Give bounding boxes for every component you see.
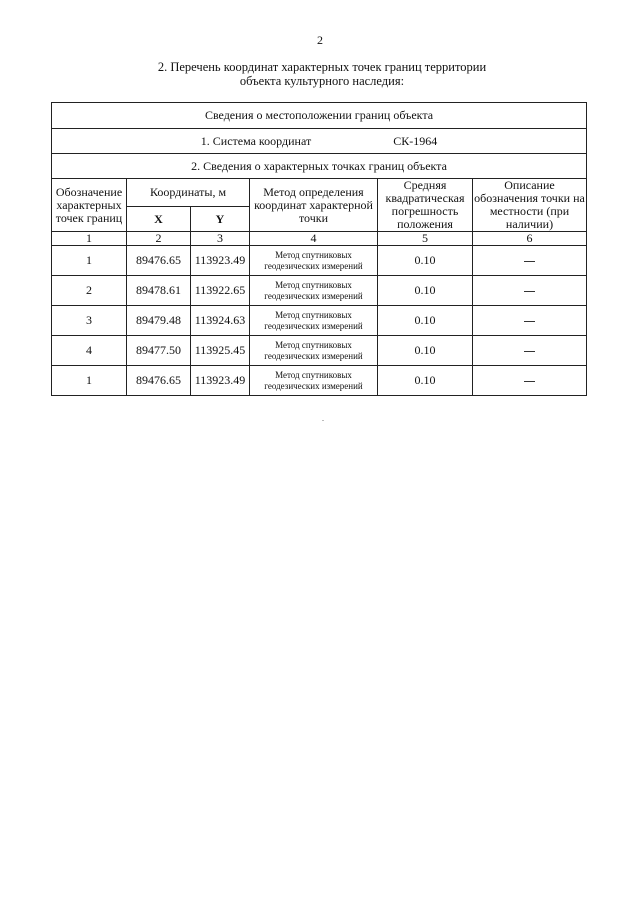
scan-speck: [322, 420, 324, 421]
column-number: 3: [191, 232, 250, 246]
header-designation: Обозначение характерных точек границ: [52, 179, 127, 232]
cell-y: 113923.49: [191, 366, 250, 396]
cell-description: [473, 366, 587, 396]
cell-x: 89476.65: [127, 246, 191, 276]
cell-x: 89479.48: [127, 306, 191, 336]
dash-icon: [524, 291, 535, 292]
coordinate-system-label: 1. Система координат: [200, 133, 312, 148]
document-heading: [100, 60, 544, 88]
table-row: [52, 246, 587, 276]
cell-y: 113923.49: [191, 246, 250, 276]
cell-point: 3: [52, 306, 127, 336]
table-row: [52, 276, 587, 306]
cell-x: 89477.50: [127, 336, 191, 366]
cell-description: [473, 306, 587, 336]
dash-icon: [524, 321, 535, 322]
cell-x: 89478.61: [127, 276, 191, 306]
cell-point: 1: [52, 246, 127, 276]
dash-icon: [524, 261, 535, 262]
header-error: Средняя квадратическая погрешность положения: [378, 179, 473, 232]
cell-error: 0.10: [378, 306, 473, 336]
table-title: Сведения о местоположении границ объекта: [52, 103, 587, 129]
cell-error: 0.10: [378, 246, 473, 276]
cell-method: Метод спутниковых геодезических измерений: [250, 306, 378, 336]
coordinate-system-value: СК-1964: [393, 133, 438, 148]
cell-error: 0.10: [378, 366, 473, 396]
column-number: 1: [52, 232, 127, 246]
heading-line-1: 2. Перечень координат характерных точек границ территории: [157, 60, 487, 74]
cell-method: Метод спутниковых геодезических измерений: [250, 246, 378, 276]
cell-method: Метод спутниковых геодезических измерений: [250, 336, 378, 366]
cell-method: Метод спутниковых геодезических измерений: [250, 276, 378, 306]
cell-description: [473, 246, 587, 276]
table-row: [52, 306, 587, 336]
heading-line-2: объекта культурного наследия:: [239, 74, 405, 88]
dash-icon: [524, 351, 535, 352]
coordinate-system-row: [52, 129, 587, 154]
table-row: [52, 336, 587, 366]
page-number: 2: [317, 33, 323, 47]
cell-point: 2: [52, 276, 127, 306]
header-y: Y: [191, 207, 250, 232]
coordinates-table: [51, 102, 587, 396]
column-number: 6: [473, 232, 587, 246]
cell-error: 0.10: [378, 336, 473, 366]
column-number: 5: [378, 232, 473, 246]
cell-description: [473, 276, 587, 306]
header-x: X: [127, 207, 191, 232]
cell-description: [473, 336, 587, 366]
header-description: Описание обозначения точки на местности (при наличии): [474, 178, 585, 231]
cell-y: 113925.45: [191, 336, 250, 366]
cell-x: 89476.65: [127, 366, 191, 396]
points-section-label: 2. Сведения о характерных точках границ объекта: [52, 154, 587, 179]
cell-method: Метод спутниковых геодезических измерений: [250, 366, 378, 396]
header-method: Метод определения координат характерной точки: [250, 179, 378, 232]
column-number: 4: [250, 232, 378, 246]
cell-point: 4: [52, 336, 127, 366]
column-number: 2: [127, 232, 191, 246]
cell-y: 113922.65: [191, 276, 250, 306]
cell-error: 0.10: [378, 276, 473, 306]
dash-icon: [524, 381, 535, 382]
header-coordinates: Координаты, м: [127, 179, 250, 207]
cell-point: 1: [52, 366, 127, 396]
cell-y: 113924.63: [191, 306, 250, 336]
table-row: [52, 366, 587, 396]
